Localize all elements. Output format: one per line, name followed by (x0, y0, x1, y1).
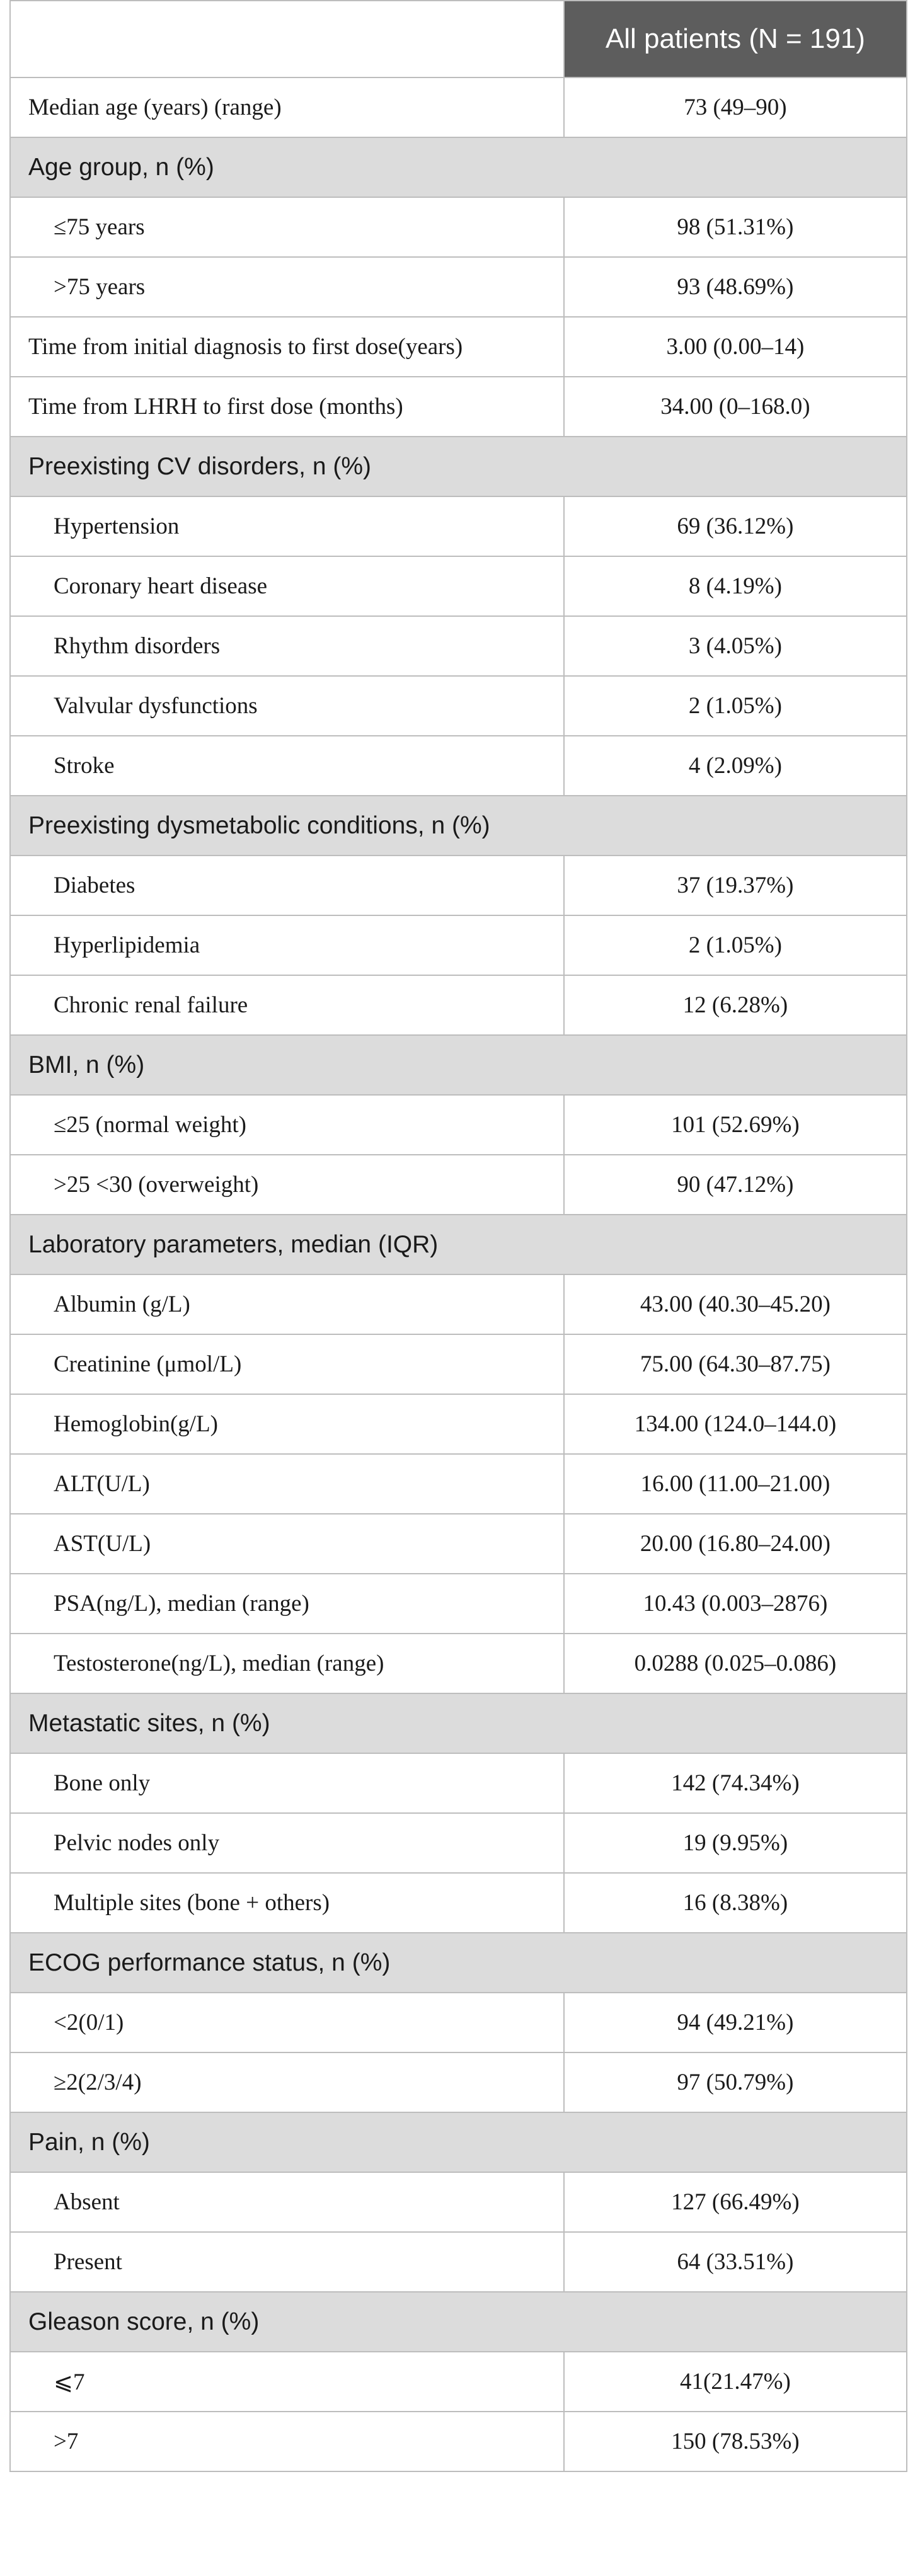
row-label: Coronary heart disease (10, 556, 564, 616)
section-header-row (10, 2292, 907, 2352)
row-label: Bone only (10, 1753, 564, 1813)
section-header-label: Gleason score, n (%) (10, 2292, 907, 2352)
sub-item-row (10, 2352, 907, 2412)
sub-item-row (10, 915, 907, 975)
row-label: Hyperlipidemia (10, 915, 564, 975)
sub-item-row (10, 2412, 907, 2471)
row-value: 2 (1.05%) (564, 676, 907, 736)
section-header-label: Preexisting CV disorders, n (%) (10, 437, 907, 496)
patient-characteristics-table (9, 0, 907, 2472)
row-value: 75.00 (64.30–87.75) (564, 1334, 907, 1394)
row-label: Creatinine (μmol/L) (10, 1334, 564, 1394)
section-header-label: Laboratory parameters, median (IQR) (10, 1215, 907, 1274)
section-header-label: Pain, n (%) (10, 2112, 907, 2172)
sub-item-row (10, 616, 907, 676)
row-value: 20.00 (16.80–24.00) (564, 1514, 907, 1574)
row-label: Median age (years) (range) (10, 77, 564, 137)
sub-item-row (10, 975, 907, 1035)
sub-item-row (10, 1873, 907, 1933)
sub-item-row (10, 1574, 907, 1634)
row-value: 16 (8.38%) (564, 1873, 907, 1933)
row-label: ≤75 years (10, 197, 564, 257)
row-value: 98 (51.31%) (564, 197, 907, 257)
row-label: Absent (10, 2172, 564, 2232)
sub-item-row (10, 2172, 907, 2232)
row-label: AST(U/L) (10, 1514, 564, 1574)
row-value: 2 (1.05%) (564, 915, 907, 975)
row-label: Time from LHRH to first dose (months) (10, 377, 564, 437)
section-header-label: Age group, n (%) (10, 137, 907, 197)
row-value: 93 (48.69%) (564, 257, 907, 317)
row-value: 43.00 (40.30–45.20) (564, 1274, 907, 1334)
row-value: 134.00 (124.0–144.0) (564, 1394, 907, 1454)
row-label: >7 (10, 2412, 564, 2471)
row-label: Multiple sites (bone + others) (10, 1873, 564, 1933)
row-value: 19 (9.95%) (564, 1813, 907, 1873)
section-header-label: Preexisting dysmetabolic conditions, n (%) (10, 796, 907, 856)
sub-item-row (10, 1993, 907, 2052)
sub-item-row (10, 676, 907, 736)
sub-item-row (10, 2232, 907, 2292)
row-value: 90 (47.12%) (564, 1155, 907, 1215)
section-header-row (10, 1215, 907, 1274)
sub-item-row (10, 1454, 907, 1514)
row-label: Present (10, 2232, 564, 2292)
row-label: <2(0/1) (10, 1993, 564, 2052)
row-value: 97 (50.79%) (564, 2052, 907, 2112)
section-header-row (10, 1693, 907, 1753)
row-value: 69 (36.12%) (564, 496, 907, 556)
section-header-row (10, 137, 907, 197)
header-value-cell: All patients (N = 191) (564, 1, 907, 77)
sub-item-row (10, 736, 907, 796)
section-header-row (10, 1933, 907, 1993)
row-value: 64 (33.51%) (564, 2232, 907, 2292)
row-label: Valvular dysfunctions (10, 676, 564, 736)
row-label: Rhythm disorders (10, 616, 564, 676)
row-value: 34.00 (0–168.0) (564, 377, 907, 437)
row-value: 8 (4.19%) (564, 556, 907, 616)
section-header-label: ECOG performance status, n (%) (10, 1933, 907, 1993)
sub-item-row (10, 1394, 907, 1454)
row-value: 0.0288 (0.025–0.086) (564, 1634, 907, 1693)
row-label: Diabetes (10, 856, 564, 915)
row-label: Hemoglobin(g/L) (10, 1394, 564, 1454)
section-header-row (10, 2112, 907, 2172)
row-value: 10.43 (0.003–2876) (564, 1574, 907, 1634)
section-header-row (10, 796, 907, 856)
row-value: 127 (66.49%) (564, 2172, 907, 2232)
row-label: >75 years (10, 257, 564, 317)
sub-item-row (10, 496, 907, 556)
row-value: 37 (19.37%) (564, 856, 907, 915)
sub-item-row (10, 1155, 907, 1215)
row-label: ⩽7 (10, 2352, 564, 2412)
row-value: 16.00 (11.00–21.00) (564, 1454, 907, 1514)
sub-item-row (10, 2052, 907, 2112)
sub-item-row (10, 556, 907, 616)
row-label: Albumin (g/L) (10, 1274, 564, 1334)
table-row (10, 317, 907, 377)
row-label: ≥2(2/3/4) (10, 2052, 564, 2112)
table-row (10, 77, 907, 137)
section-header-label: Metastatic sites, n (%) (10, 1693, 907, 1753)
sub-item-row (10, 1753, 907, 1813)
row-label: Pelvic nodes only (10, 1813, 564, 1873)
row-value: 142 (74.34%) (564, 1753, 907, 1813)
section-header-label: BMI, n (%) (10, 1035, 907, 1095)
table-row (10, 377, 907, 437)
row-value: 3 (4.05%) (564, 616, 907, 676)
row-value: 3.00 (0.00–14) (564, 317, 907, 377)
header-label-cell (10, 1, 564, 77)
row-value: 94 (49.21%) (564, 1993, 907, 2052)
sub-item-row (10, 197, 907, 257)
row-value: 73 (49–90) (564, 77, 907, 137)
row-label: Testosterone(ng/L), median (range) (10, 1634, 564, 1693)
table-header-row (10, 1, 907, 77)
row-label: ≤25 (normal weight) (10, 1095, 564, 1155)
sub-item-row (10, 1514, 907, 1574)
row-value: 41(21.47%) (564, 2352, 907, 2412)
sub-item-row (10, 257, 907, 317)
sub-item-row (10, 1095, 907, 1155)
row-label: Time from initial diagnosis to first dose(years) (10, 317, 564, 377)
sub-item-row (10, 1334, 907, 1394)
sub-item-row (10, 856, 907, 915)
row-label: ALT(U/L) (10, 1454, 564, 1514)
section-header-row (10, 1035, 907, 1095)
sub-item-row (10, 1813, 907, 1873)
row-value: 12 (6.28%) (564, 975, 907, 1035)
sub-item-row (10, 1274, 907, 1334)
row-value: 150 (78.53%) (564, 2412, 907, 2471)
row-value: 4 (2.09%) (564, 736, 907, 796)
row-label: Chronic renal failure (10, 975, 564, 1035)
row-label: Hypertension (10, 496, 564, 556)
row-value: 101 (52.69%) (564, 1095, 907, 1155)
sub-item-row (10, 1634, 907, 1693)
row-label: >25 <30 (overweight) (10, 1155, 564, 1215)
table-body (10, 1, 907, 2471)
row-label: PSA(ng/L), median (range) (10, 1574, 564, 1634)
row-label: Stroke (10, 736, 564, 796)
section-header-row (10, 437, 907, 496)
